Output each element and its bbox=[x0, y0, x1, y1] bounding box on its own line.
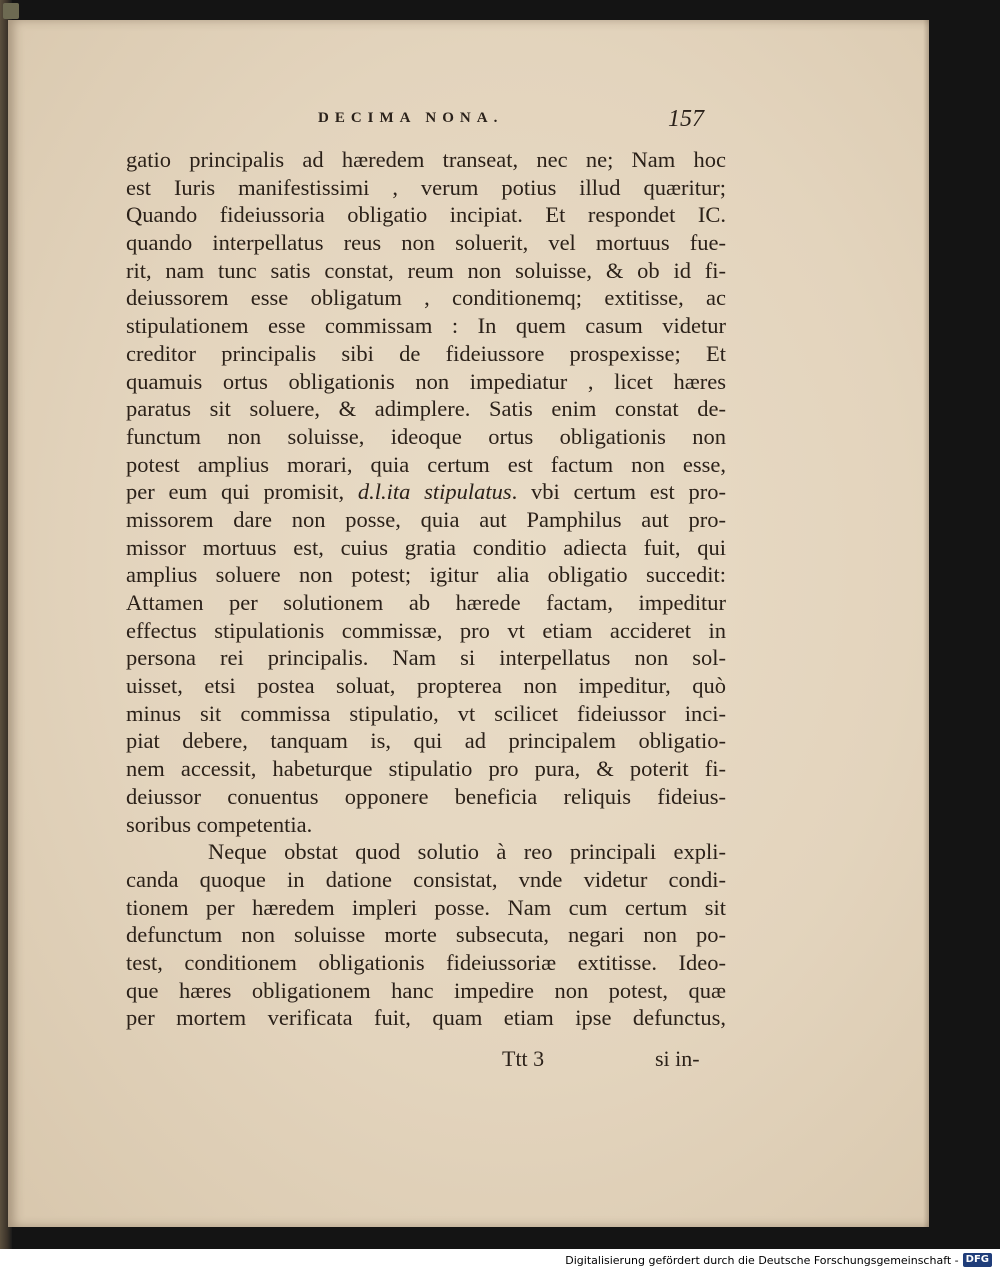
text-line: minus sit commissa stipulatio, vt scilicet fideiussor inci- bbox=[126, 700, 726, 726]
text-line: rit, nam tunc satis constat, reum non soluisse, & ob id fi- bbox=[126, 257, 726, 283]
line-text: per eum qui promisit, bbox=[126, 479, 358, 505]
text-line: tionem per hæredem impleri posse. Nam cum certum sit bbox=[126, 894, 726, 920]
text-line-with-citation bbox=[126, 478, 726, 506]
credit-text: Digitalisierung gefördert durch die Deutsche Forschungsgemeinschaft - bbox=[565, 1253, 959, 1267]
text-line: stipulationem esse commissam : In quem casum videtur bbox=[126, 313, 726, 339]
text-line: per mortem verificata fuit, quam etiam ipse defunctus, bbox=[126, 1005, 726, 1031]
book-page bbox=[8, 20, 929, 1227]
text-line: defunctum non soluisse morte subsecuta, negari non po- bbox=[126, 922, 726, 948]
text-line: quando interpellatus reus non soluerit, vel mortuus fue- bbox=[126, 230, 726, 256]
text-line: amplius soluere non potest; igitur alia obligatio succedit: bbox=[126, 562, 726, 588]
page-edge-shadow bbox=[923, 20, 929, 1227]
text-line: deiussorem esse obligatum , conditionemq; extitisse, ac bbox=[126, 285, 726, 311]
text-line: creditor principalis sibi de fideiussore prospexisse; Et bbox=[126, 340, 726, 366]
text-line: deiussor conuentus opponere beneficia reliquis fideius- bbox=[126, 783, 726, 809]
text-line: test, conditionem obligationis fideiussoriæ extitisse. Ideo- bbox=[126, 949, 726, 975]
text-line: soribus competentia. bbox=[126, 811, 313, 837]
text-line: paratus sit soluere, & adimplere. Satis enim constat de- bbox=[126, 396, 726, 422]
page-number: 157 bbox=[668, 106, 704, 132]
text-line: potest amplius morari, quia certum est factum non esse, bbox=[126, 451, 726, 477]
text-line: uisset, etsi postea soluat, propterea non impeditur, quò bbox=[126, 673, 726, 699]
text-line: quamuis ortus obligationis non impediatur , licet hæres bbox=[126, 368, 726, 394]
text-line: effectus stipulationis commissæ, pro vt etiam accideret in bbox=[126, 617, 726, 643]
catchword: si in- bbox=[655, 1046, 700, 1071]
paragraph-first-line: Neque obstat quod solutio à reo principali expli- bbox=[208, 839, 726, 865]
text-line: missorem dare non posse, quia aut Pamphilus aut pro- bbox=[126, 506, 726, 532]
text-line: Attamen per solutionem ab hærede factam, impeditur bbox=[126, 590, 726, 615]
signature-mark: Ttt 3 bbox=[502, 1046, 545, 1071]
text-line: canda quoque in datione consistat, vnde videtur condi- bbox=[126, 866, 726, 892]
text-line: missor mortuus est, cuius gratia conditio adiecta fuit, qui bbox=[126, 534, 726, 560]
text-line: piat debere, tanquam is, qui ad principalem obligatio- bbox=[126, 728, 726, 754]
line-text: . vbi certum est pro- bbox=[511, 479, 726, 505]
running-head: DECIMA NONA. bbox=[318, 110, 504, 126]
text-line: gatio principalis ad hæredem transeat, nec ne; Nam hoc bbox=[126, 147, 726, 172]
text-line: nem accessit, habeturque stipulatio pro pura, & poterit fi- bbox=[126, 756, 726, 782]
digitization-credit bbox=[565, 1253, 992, 1267]
dfg-logo: DFG bbox=[963, 1253, 992, 1267]
scan-corner-mark bbox=[3, 3, 19, 19]
text-line: que hæres obligationem hanc impedire non potest, quæ bbox=[126, 977, 726, 1003]
text-line: est Iuris manifestissimi , verum potius illud quæritur; bbox=[126, 174, 726, 200]
body-text bbox=[126, 146, 726, 1032]
legal-citation: d.l.ita stipulatus bbox=[357, 479, 512, 505]
text-line: Quando fideiussoria obligatio incipiat. Et respondet IC. bbox=[126, 202, 726, 228]
text-line: functum non soluisse, ideoque ortus obligationis non bbox=[126, 423, 726, 449]
text-line: persona rei principalis. Nam si interpellatus non sol- bbox=[126, 645, 726, 671]
